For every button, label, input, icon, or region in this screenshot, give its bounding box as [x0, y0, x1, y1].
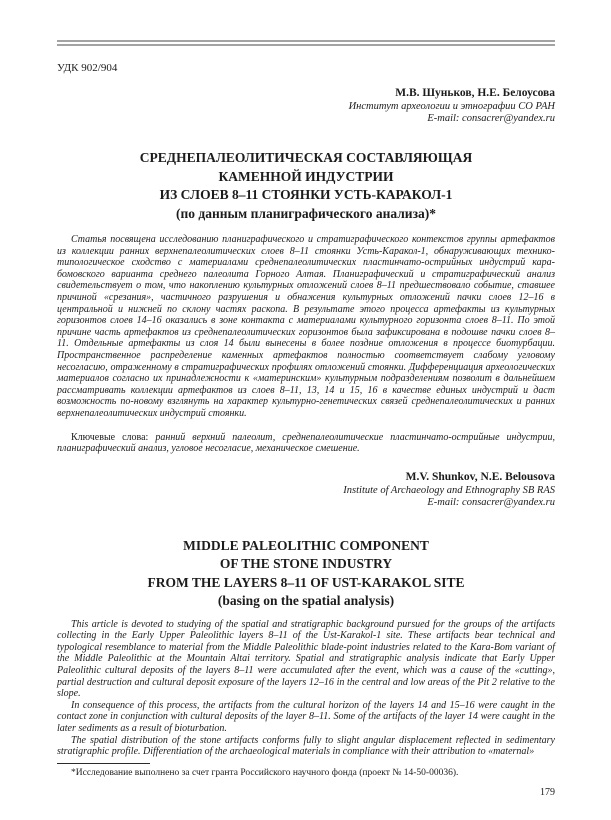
abstract-en-paragraph-1: This article is devoted to studying of the spatial and stratigraphic background pursued for the groups of the artifacts collecting in the Early Upper Paleolithic layers 8–11 of the Ust-Karakol-1 site. These artifacts bear technical and typological resemblance to material from the Middle Paleolithic blade-point industries related to the Kara-Bom variant of the Middle Paleolithic at the Mountain Altai territory. Spatial and stratigraphic analysis indicate that Early Upper Paleolithic cultural deposits of the layers 8–11 were accumulated after the event, which was a cause of the «cutting», partial destruction and cultural deposit exposure of the layers 12–16 in the central and low areas of the Pit 2 relative to the slope.: [57, 618, 555, 700]
abstract-en-paragraph-2: In consequence of this process, the artifacts from the cultural horizon of the layers 14 and 15–16 were caught in the contact zone in conjunction with cultural deposits of the layer 8–11. Some of the artifacts of the layer 14 were caught in the later sediments as a result of bioturbation.: [57, 699, 555, 735]
title-en-line-1: MIDDLE PALEOLITHIC COMPONENT: [183, 537, 429, 553]
keywords-text: ранний верхний палеолит, среднепалеолитические пластинчато-острийные индустрии, планиграфический анализ, угловое несогласие, механическое смешение.: [57, 431, 556, 455]
title-ru-line-1: СРЕДНЕПАЛЕОЛИТИЧЕСКАЯ СОСТАВЛЯЮЩАЯ: [139, 150, 473, 165]
title-en-line-3: FROM THE LAYERS 8–11 OF UST-KARAKOL SITE: [147, 574, 465, 590]
keywords-ru: [57, 432, 555, 455]
footnote-rule: [57, 763, 150, 764]
title-en-line-4: (basing on the spatial analysis): [217, 593, 395, 609]
footnote-text: *Исследование выполнено за счет гранта Российского научного фонда (проект № 14-50-00036).: [71, 767, 459, 778]
title-ru-line-2: КАМЕННОЙ ИНДУСТРИИ: [218, 168, 394, 184]
keywords-label: Ключевые слова:: [71, 431, 149, 443]
authors-ru: М.В. Шуньков, Н.Е. Белоусова: [395, 87, 555, 99]
email-ru: E-mail: consacrer@yandex.ru: [427, 113, 555, 124]
email-en: E-mail: consacrer@yandex.ru: [427, 496, 555, 508]
authors-en: M.V. Shunkov, N.E. Belousova: [405, 470, 555, 483]
byline-en: [57, 470, 555, 509]
abstract-en: [57, 619, 555, 758]
page-number: 179: [540, 786, 555, 798]
title-ru-line-3: ИЗ СЛОЕВ 8–11 СТОЯНКИ УСТЬ-КАРАКОЛ-1: [159, 187, 453, 202]
article-title-en: [57, 537, 555, 611]
title-en-line-2: OF THE STONE INDUSTRY: [219, 556, 393, 572]
udc-label: УДК 902/904: [57, 62, 118, 74]
page-content: [57, 0, 555, 798]
affiliation-ru: Институт археологии и этнографии СО РАН: [348, 101, 555, 112]
title-ru-line-4: (по данным планиграфического анализа)*: [175, 205, 436, 221]
article-title-ru: [57, 149, 555, 223]
header-double-rule: [57, 40, 555, 46]
byline-ru: [57, 86, 555, 125]
abstract-en-paragraph-3: The spatial distribution of the stone artifacts conforms fully to slight angular displacement reflected in sedimentary stratigraphic profile. Differentiation of the archaeological materials in compliance with their attribution to «maternal»: [57, 734, 555, 758]
abstract-ru: Статья посвящена исследованию планиграфического и стратиграфического контекстов группы артефактов из коллекции ранних верхнепалеолитических слоев 8–11 стоянки Усть-Каракол-1, обнаруживающих технико-типологическое сходство с материалами среднепалеолитических пластинчато-острийных индустрий кара-бомовского варианта среднего палеолита Горного Алтая. Планиграфический и стратиграфический анализ свидетельствует о том, что накоплению культурных отложений слоев 8–11 предшествовало событие, ставшее причиной «срезания», частичного разрушения и обнажения культурных отложений пачки слоев 12–16 в центральной и нижней по склону частях раскопа. В результате этого процесса артефакты из культурных горизонтов слоев 14–16 оказались в зоне контакта с материалами культурного горизонта слоев 8–11. По этой причине часть артефактов из среднепалеолитических горизонтов была зафиксирована в подошве пачки слоев 8–11. Отдельные артефакты из слоя 14 были вынесены в более поздние отложения в процессе биотурбации. Пространственное распределение каменных артефактов полностью соответствует слабому угловому несогласию, отраженному в стратиграфических профилях отложений стоянки. Дифференциация археологических материалов согласно их принадлежности к «материнским» культурным подразделениям позволит в дальнейшем рассматривать коллекции артефактов из слоев 8–11, 13, 14 и 15, 16 в качестве единых индустрий и даст возможность по-новому взглянуть на характер культурно-генетических связей среднепалеолитических и ранних верхнепалеолитических индустрий стоянки.: [57, 234, 555, 419]
affiliation-en: Institute of Archaeology and Ethnography SB RAS: [343, 484, 555, 496]
